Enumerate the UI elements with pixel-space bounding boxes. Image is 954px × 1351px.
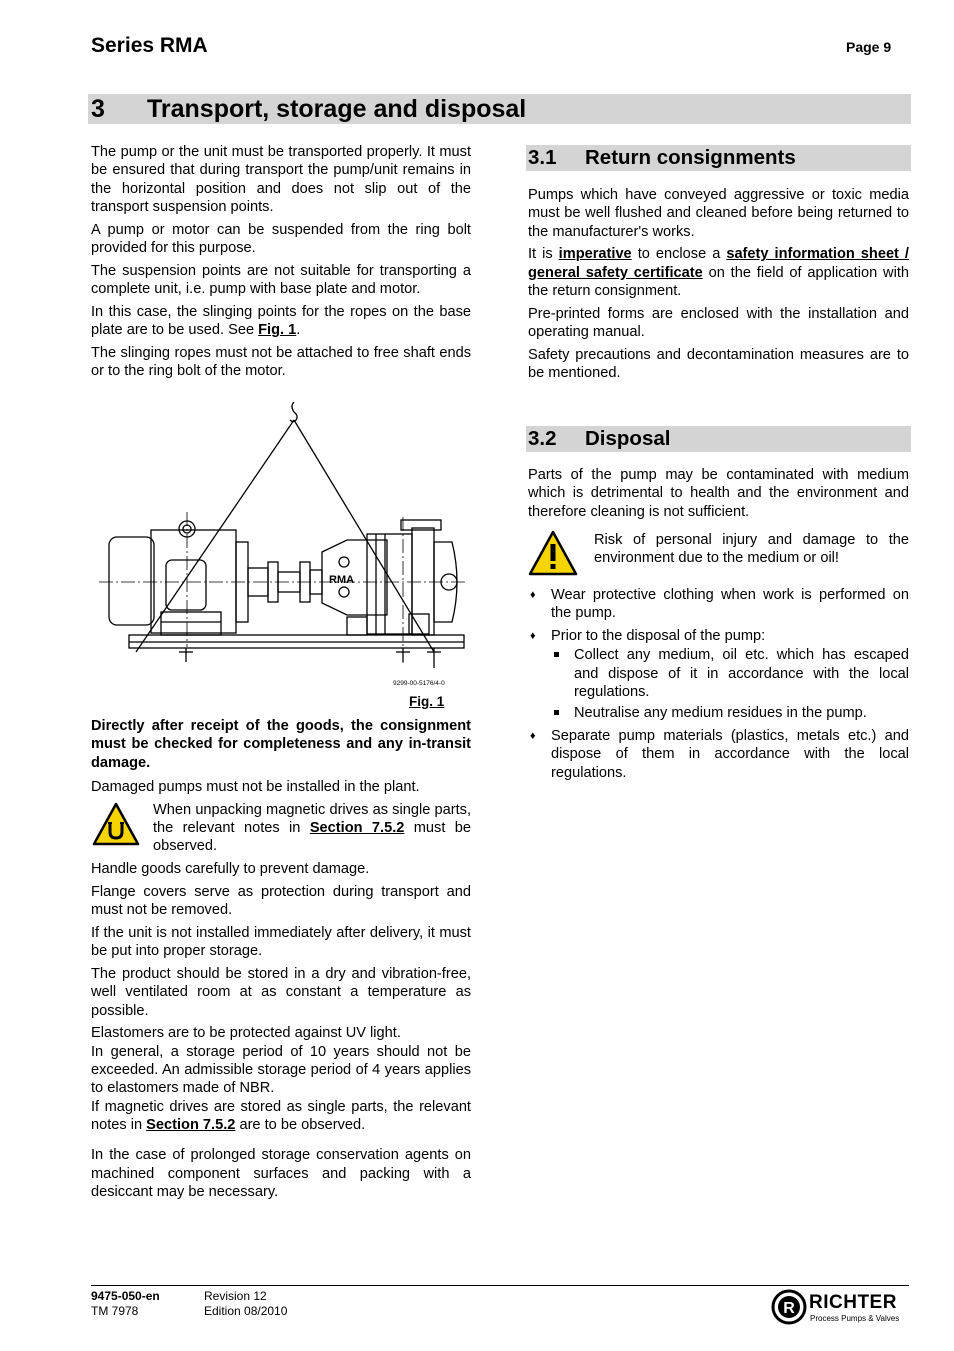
safety-certificate-link[interactable]: safety information sheet / general safety certificate xyxy=(528,246,909,281)
imperative-link[interactable]: imperative xyxy=(558,246,632,263)
section-3-1-body xyxy=(528,186,909,387)
section-3-2-body xyxy=(528,466,909,786)
section-3-2-heading xyxy=(526,426,911,452)
paragraph xyxy=(153,801,471,856)
disposal-list xyxy=(528,586,909,782)
sub-list-item: Collect any medium, oil etc. which has escaped and dispose of it in accordance with the local regulations. xyxy=(551,646,909,701)
paragraph: If the unit is not installed immediately after delivery, it must be put into proper storage. xyxy=(91,924,471,960)
text: When unpacking magnetic drives as single parts, the relevant notes in xyxy=(153,801,471,836)
list-item xyxy=(528,627,909,722)
text: must be observed. xyxy=(153,819,472,855)
logo-letter: R xyxy=(783,1300,795,1317)
left-column-top xyxy=(91,143,471,385)
paragraph: The pump or the unit must be transported properly. It must be ensured that during transport the pump/unit remains in the horizontal position and does not slip out of the transport suspension points. xyxy=(91,144,471,215)
magnetic-field-warning-icon xyxy=(91,800,153,850)
section-752-link[interactable]: Section 7.5.2 xyxy=(146,1116,236,1133)
section-number: 3.2 xyxy=(528,427,557,450)
logo-subtitle: Process Pumps & Valves xyxy=(810,1314,900,1323)
pump-unit-figure xyxy=(91,402,471,714)
paragraph: The product should be stored in a dry and vibration-free, well ventilated room at as constant a temperature as possible. xyxy=(91,966,471,1019)
text: . xyxy=(296,322,301,339)
section-3-1-heading xyxy=(526,145,911,171)
bold-notice: Directly after receipt of the goods, the consignment must be checked for completeness and any in-transit damage. xyxy=(91,718,471,771)
list-item: ♦ Separate pump materials (plastics, metals etc.) and dispose of them in accordance with the local regulations. xyxy=(528,727,909,782)
revision: Revision 12 xyxy=(204,1289,267,1303)
text: on the field of application with the return consignment. xyxy=(528,264,909,299)
figure-rma-label: RMA xyxy=(329,574,355,586)
richter-logo xyxy=(771,1288,911,1328)
paragraph: Handle goods carefully to prevent damage. xyxy=(91,861,370,878)
chapter-heading xyxy=(88,94,911,124)
figure-code: 9299-00-5176/4-0 xyxy=(393,680,445,687)
paragraph: Pre-printed forms are enclosed with the installation and operating manual. xyxy=(528,305,909,341)
section-title: Return consignments xyxy=(585,146,796,169)
section-number: 3.1 xyxy=(528,146,557,169)
paragraph: Elastomers are to be protected against UV light. xyxy=(91,1025,401,1042)
richter-emblem-icon xyxy=(771,1289,807,1325)
doc-id: 9475-050-en xyxy=(91,1289,160,1303)
figure-caption: Fig. 1 xyxy=(409,694,445,709)
sub-list xyxy=(551,646,909,722)
warning-triangle-icon xyxy=(528,528,594,578)
logo-name: RICHTER xyxy=(809,1292,897,1313)
paragraph: Flange covers serve as protection during transport and must not be removed. xyxy=(91,883,471,919)
edition: Edition 08/2010 xyxy=(204,1304,288,1318)
text: It is xyxy=(528,246,559,263)
text: to enclose a xyxy=(631,246,727,263)
section-title: Disposal xyxy=(585,427,671,450)
tm-number: TM 7978 xyxy=(91,1304,139,1318)
text: In this case, the slinging points for the ropes on the base plate are to be used. See xyxy=(91,303,471,339)
warning-text: Risk of personal injury and damage to the environment due to the medium or oil! xyxy=(594,531,909,567)
paragraph xyxy=(91,303,471,340)
paragraph: The suspension points are not suitable for transporting a complete unit, i.e. pump with base plate and motor. xyxy=(91,262,471,298)
warning-note xyxy=(528,531,909,578)
text: are to be observed. xyxy=(235,1116,366,1133)
paragraph: In general, a storage period of 10 years should not be exceeded. An admissible storage period of 4 years applies to elastomers made of NBR. xyxy=(91,1043,471,1097)
sub-list-item: Neutralise any medium residues in the pump. xyxy=(551,704,909,722)
paragraph: A pump or motor can be suspended from the ring bolt provided for this purpose. xyxy=(91,221,471,256)
text: Prior to the disposal of the pump: xyxy=(551,627,766,644)
paragraph: In the case of prolonged storage conservation agents on machined component surfaces and packing with a desiccant may be necessary. xyxy=(91,1147,471,1200)
paragraph xyxy=(91,1098,471,1135)
paragraph: Parts of the pump may be contaminated with medium which is detrimental to health and the environment and therefore cleaning is not sufficient. xyxy=(528,467,909,520)
paragraph: The slinging ropes must not be attached to free shaft ends or to the ring bolt of the motor. xyxy=(91,344,471,380)
left-column-bottom xyxy=(91,717,471,1206)
paragraph: Safety precautions and decontamination measures are to be mentioned. xyxy=(528,346,909,382)
magnet-note xyxy=(91,801,471,856)
fig1-link[interactable]: Fig. 1 xyxy=(258,322,297,339)
list-item: ♦ Wear protective clothing when work is performed on the pump. xyxy=(528,586,909,623)
page-number: Page 9 xyxy=(846,39,892,55)
series-title: Series RMA xyxy=(91,34,208,57)
text: If magnetic drives are stored as single parts, the relevant notes in xyxy=(91,1098,471,1133)
paragraph: Pumps which have conveyed aggressive or toxic media must be well flushed and cleaned before being returned to the manufacturer's works. xyxy=(528,187,909,240)
paragraph: Damaged pumps must not be installed in the plant. xyxy=(91,778,420,795)
footer-divider xyxy=(91,1285,909,1286)
paragraph xyxy=(528,245,909,300)
chapter-number: 3 xyxy=(91,95,105,123)
section-752-link[interactable]: Section 7.5.2 xyxy=(309,819,405,836)
chapter-title: Transport, storage and disposal xyxy=(147,95,527,123)
